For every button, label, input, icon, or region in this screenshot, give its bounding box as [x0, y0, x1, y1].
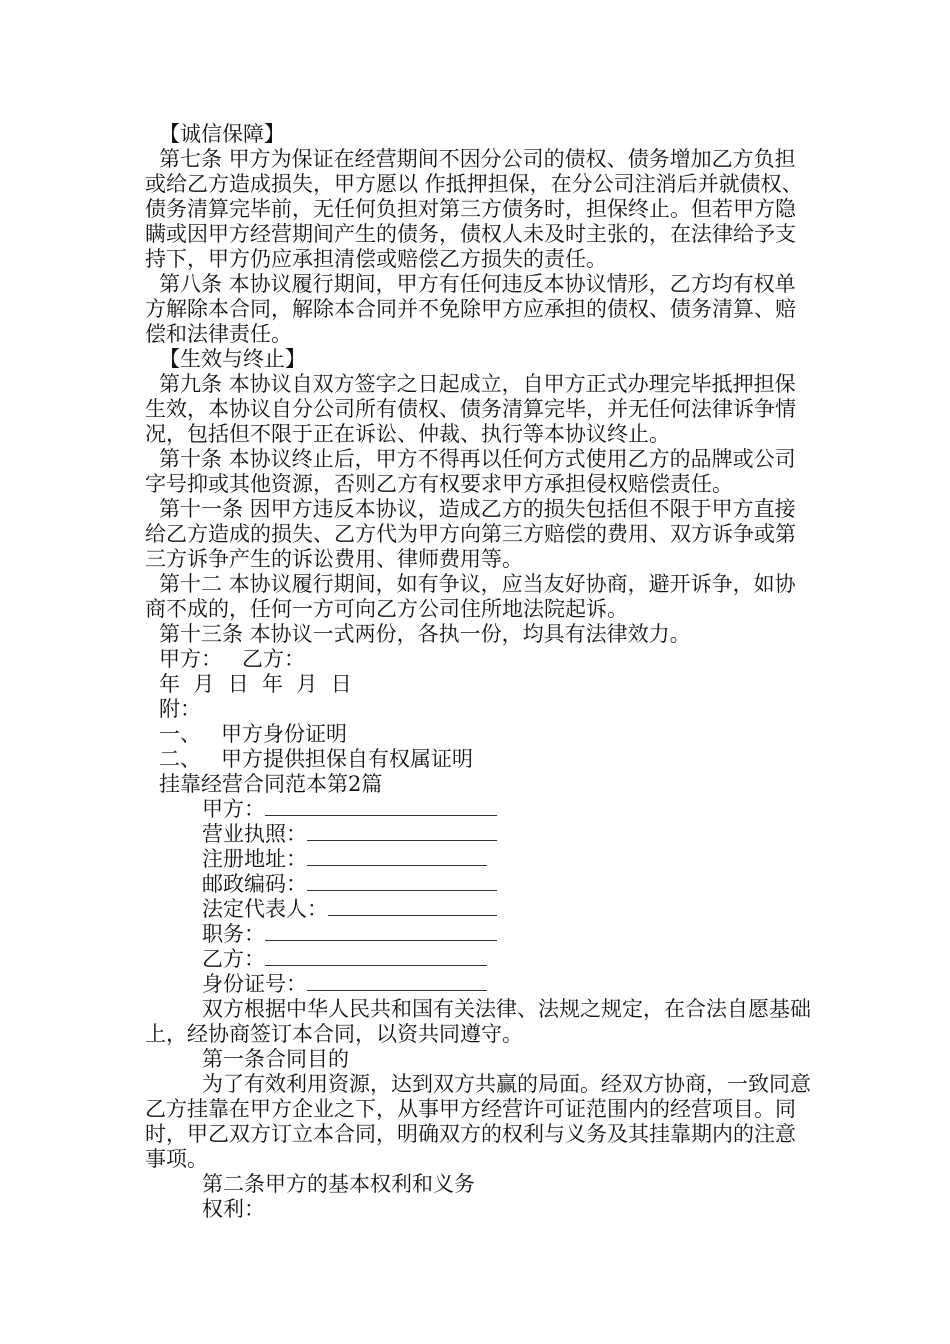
section-heading: 【诚信保障】	[159, 122, 285, 146]
rights-heading: 权利：	[202, 1197, 265, 1221]
contract-title: 挂靠经营合同范本第2篇	[159, 772, 383, 796]
blank-line	[265, 947, 487, 966]
section-heading: 【生效与终止】	[159, 347, 306, 371]
party-a-field: 甲方：	[145, 797, 813, 822]
party-fields	[145, 797, 813, 997]
blank-line	[307, 822, 497, 841]
id-number-field: 身份证号：	[145, 972, 813, 997]
article-paragraph: 第十三条 本协议一式两份，各执一份，均具有法律效力。	[159, 622, 691, 646]
signature-dates: 年 月 日 年 月 日	[159, 672, 352, 696]
article-heading: 第二条甲方的基本权利和义务	[202, 1172, 475, 1196]
registered-address-field: 注册地址：	[145, 847, 813, 872]
article-paragraph: 第十二 本协议履行期间，如有争议，应当友好协商，避开诉争，如协商不成的，任何一方可向乙方公司住所地法院起诉。	[145, 572, 796, 621]
blank-line	[328, 897, 497, 916]
attachment-item: 二、 甲方提供担保自有权属证明	[159, 747, 474, 771]
party-b-field: 乙方：	[145, 947, 813, 972]
blank-line	[265, 922, 497, 941]
blank-line	[307, 847, 487, 866]
attachment-label: 附：	[159, 697, 201, 721]
position-field: 职务：	[145, 922, 813, 947]
article-paragraph: 为了有效利用资源，达到双方共赢的局面。经双方协商，一致同意乙方挂靠在甲方企业之下，从事甲方经营许可证范围内的经营项目。同时，甲乙双方订立本合同，明确双方的权利与义务及其挂靠期内的注意事项。	[145, 1072, 811, 1171]
contract-part-1	[145, 122, 813, 797]
signature-parties: 甲方： 乙方：	[159, 647, 306, 671]
blank-line	[265, 797, 497, 816]
article-paragraph: 第九条 本协议自双方签字之日起成立，自甲方正式办理完毕抵押担保生效，本协议自分公司所有债权、债务清算完毕，并无任何法律诉争情况，包括但不限于正在诉讼、仲裁、执行等本协议终止。	[145, 372, 796, 446]
postal-code-field: 邮政编码：	[145, 872, 813, 897]
article-paragraph: 第十一条 因甲方违反本协议，造成乙方的损失包括但不限于甲方直接给乙方造成的损失、乙方代为甲方向第三方赔偿的费用、双方诉争或第三方诉争产生的诉讼费用、律师费用等。	[145, 497, 796, 571]
business-license-field: 营业执照：	[145, 822, 813, 847]
contract-part-2	[145, 997, 813, 1222]
article-heading: 第一条合同目的	[202, 1047, 349, 1071]
blank-line	[307, 972, 487, 991]
article-paragraph: 第七条 甲方为保证在经营期间不因分公司的债权、债务增加乙方负担或给乙方造成损失，甲方愿以 作抵押担保，在分公司注消后并就债权、债务清算完毕前，无任何负担对第三方债务时，担保终止。但若甲方隐瞒或因甲方经营期间产生的债务，债权人未及时主张的，在法律给予支持下，甲方仍应承担清偿或赔偿乙方损失的责任。	[145, 147, 803, 271]
attachment-item: 一、 甲方身份证明	[159, 722, 348, 746]
legal-representative-field: 法定代表人：	[145, 897, 813, 922]
article-paragraph: 第十条 本协议终止后，甲方不得再以任何方式使用乙方的品牌或公司字号抑或其他资源，否则乙方有权要求甲方承担侵权赔偿责任。	[145, 447, 796, 496]
article-paragraph: 第八条 本协议履行期间，甲方有任何违反本协议情形，乙方均有权单方解除本合同，解除本合同并不免除甲方应承担的债权、债务清算、赔偿和法律责任。	[145, 272, 796, 346]
preamble-paragraph: 双方根据中华人民共和国有关法律、法规之规定，在合法自愿基础上，经协商签订本合同，以资共同遵守。	[145, 997, 811, 1046]
blank-line	[307, 872, 497, 891]
